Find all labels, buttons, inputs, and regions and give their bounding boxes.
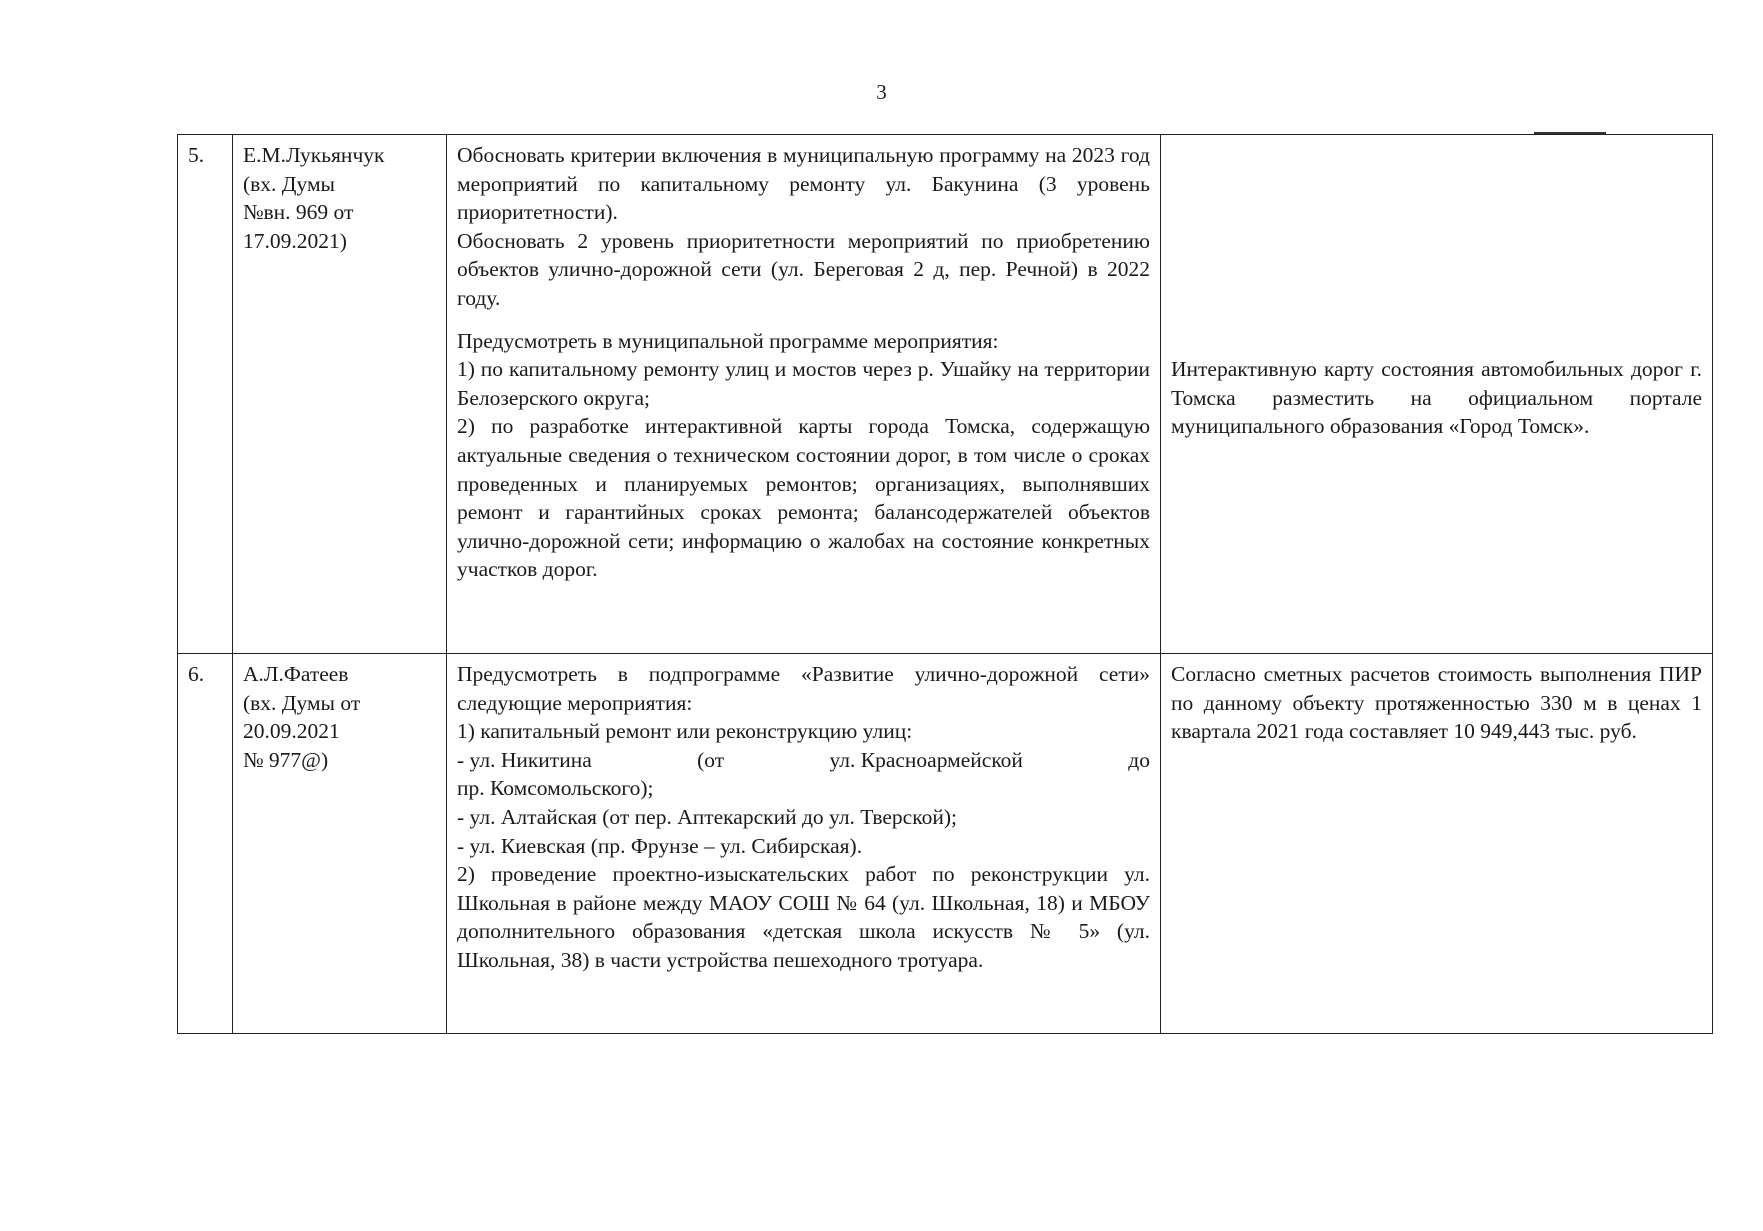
answer-cell [1161,135,1713,654]
street-from: (от [697,747,725,772]
proposal-paragraph: Предусмотреть в подпрограмме «Развитие улично-дорожной сети» следующие мероприятия: [457,662,1150,715]
street-to: до [1128,747,1150,772]
author-ref: (вх. Думы [243,171,335,196]
page-number: 3 [876,80,887,104]
author-date: 17.09.2021) [243,228,347,253]
proposal-paragraph: Обосновать критерии включения в муниципальную программу на 2023 год мероприятий по капитальному ремонту ул. Бакунина (3 уровень приоритетности). [457,143,1150,225]
author-cell [233,135,447,654]
row-number: 6. [178,654,233,1034]
proposal-street-line [457,746,1150,775]
author-date: 20.09.2021 [243,719,340,744]
proposal-paragraph: 2) проведение проектно-изыскательских работ по реконструкции ул. Школьная в районе между МАОУ СОШ № 64 (ул. Школьная, 18) и МБОУ дополнительного образования «детская школа искусств № 5» (ул. Школьная, 38) в части устройства пешеходного тротуара. [457,862,1150,972]
author-name: Е.М.Лукьянчук [243,143,385,167]
street-start: ул. Красноармейской [829,747,1023,772]
proposal-paragraph: Обосновать 2 уровень приоритетности мероприятий по приобретению объектов улично-дорожной сети (ул. Береговая 2 д, пер. Речной) в 2022 году. [457,228,1150,310]
answer-cell [1161,654,1713,1034]
author-name: А.Л.Фатеев [243,662,349,686]
author-cell [233,654,447,1034]
row-number: 5. [178,135,233,654]
proposal-cell [447,654,1161,1034]
proposal-cell [447,135,1161,654]
answer-text: Интерактивную карту состояния автомобильных дорог г. Томска разместить на официальном портале муниципального образования «Город Томск». [1171,357,1702,439]
table-row [178,135,1713,654]
proposal-paragraph: 1) капитальный ремонт или реконструкцию улиц: [457,719,913,744]
author-ref: № 977@) [243,747,329,772]
street-name: - ул. Никитина [457,747,592,772]
table-row [178,654,1713,1034]
proposal-paragraph: Предусмотреть в муниципальной программе мероприятия: [457,328,999,353]
author-ref: (вх. Думы от [243,690,361,715]
proposal-paragraph: - ул. Алтайская (от пер. Аптекарский до ул. Тверской); [457,804,957,829]
answer-text: Согласно сметных расчетов стоимость выполнения ПИР по данному объекту протяженностью 330 м в ценах 1 квартала 2021 года составляет 10 949,443 тыс. руб. [1171,662,1702,744]
proposal-paragraph: 2) по разработке интерактивной карты города Томска, содержащую актуальные сведения о техническом состоянии дорог, в том числе о сроках проведенных и планируемых ремонтов; организациях, выполнявших ремонт и гарантийных сроках ремонта; балансодержателей объектов улично-дорожной сети; информацию о жалобах на состояние конкретных участков дорог. [457,414,1150,582]
proposals-table [177,134,1713,1034]
proposal-paragraph: 1) по капитальному ремонту улиц и мостов через р. Ушайку на территории Белозерского округа; [457,357,1150,410]
proposal-paragraph: - ул. Киевская (пр. Фрунзе – ул. Сибирская). [457,833,863,858]
proposal-paragraph: пр. Комсомольского); [457,776,654,801]
author-ref: №вн. 969 от [243,200,354,225]
